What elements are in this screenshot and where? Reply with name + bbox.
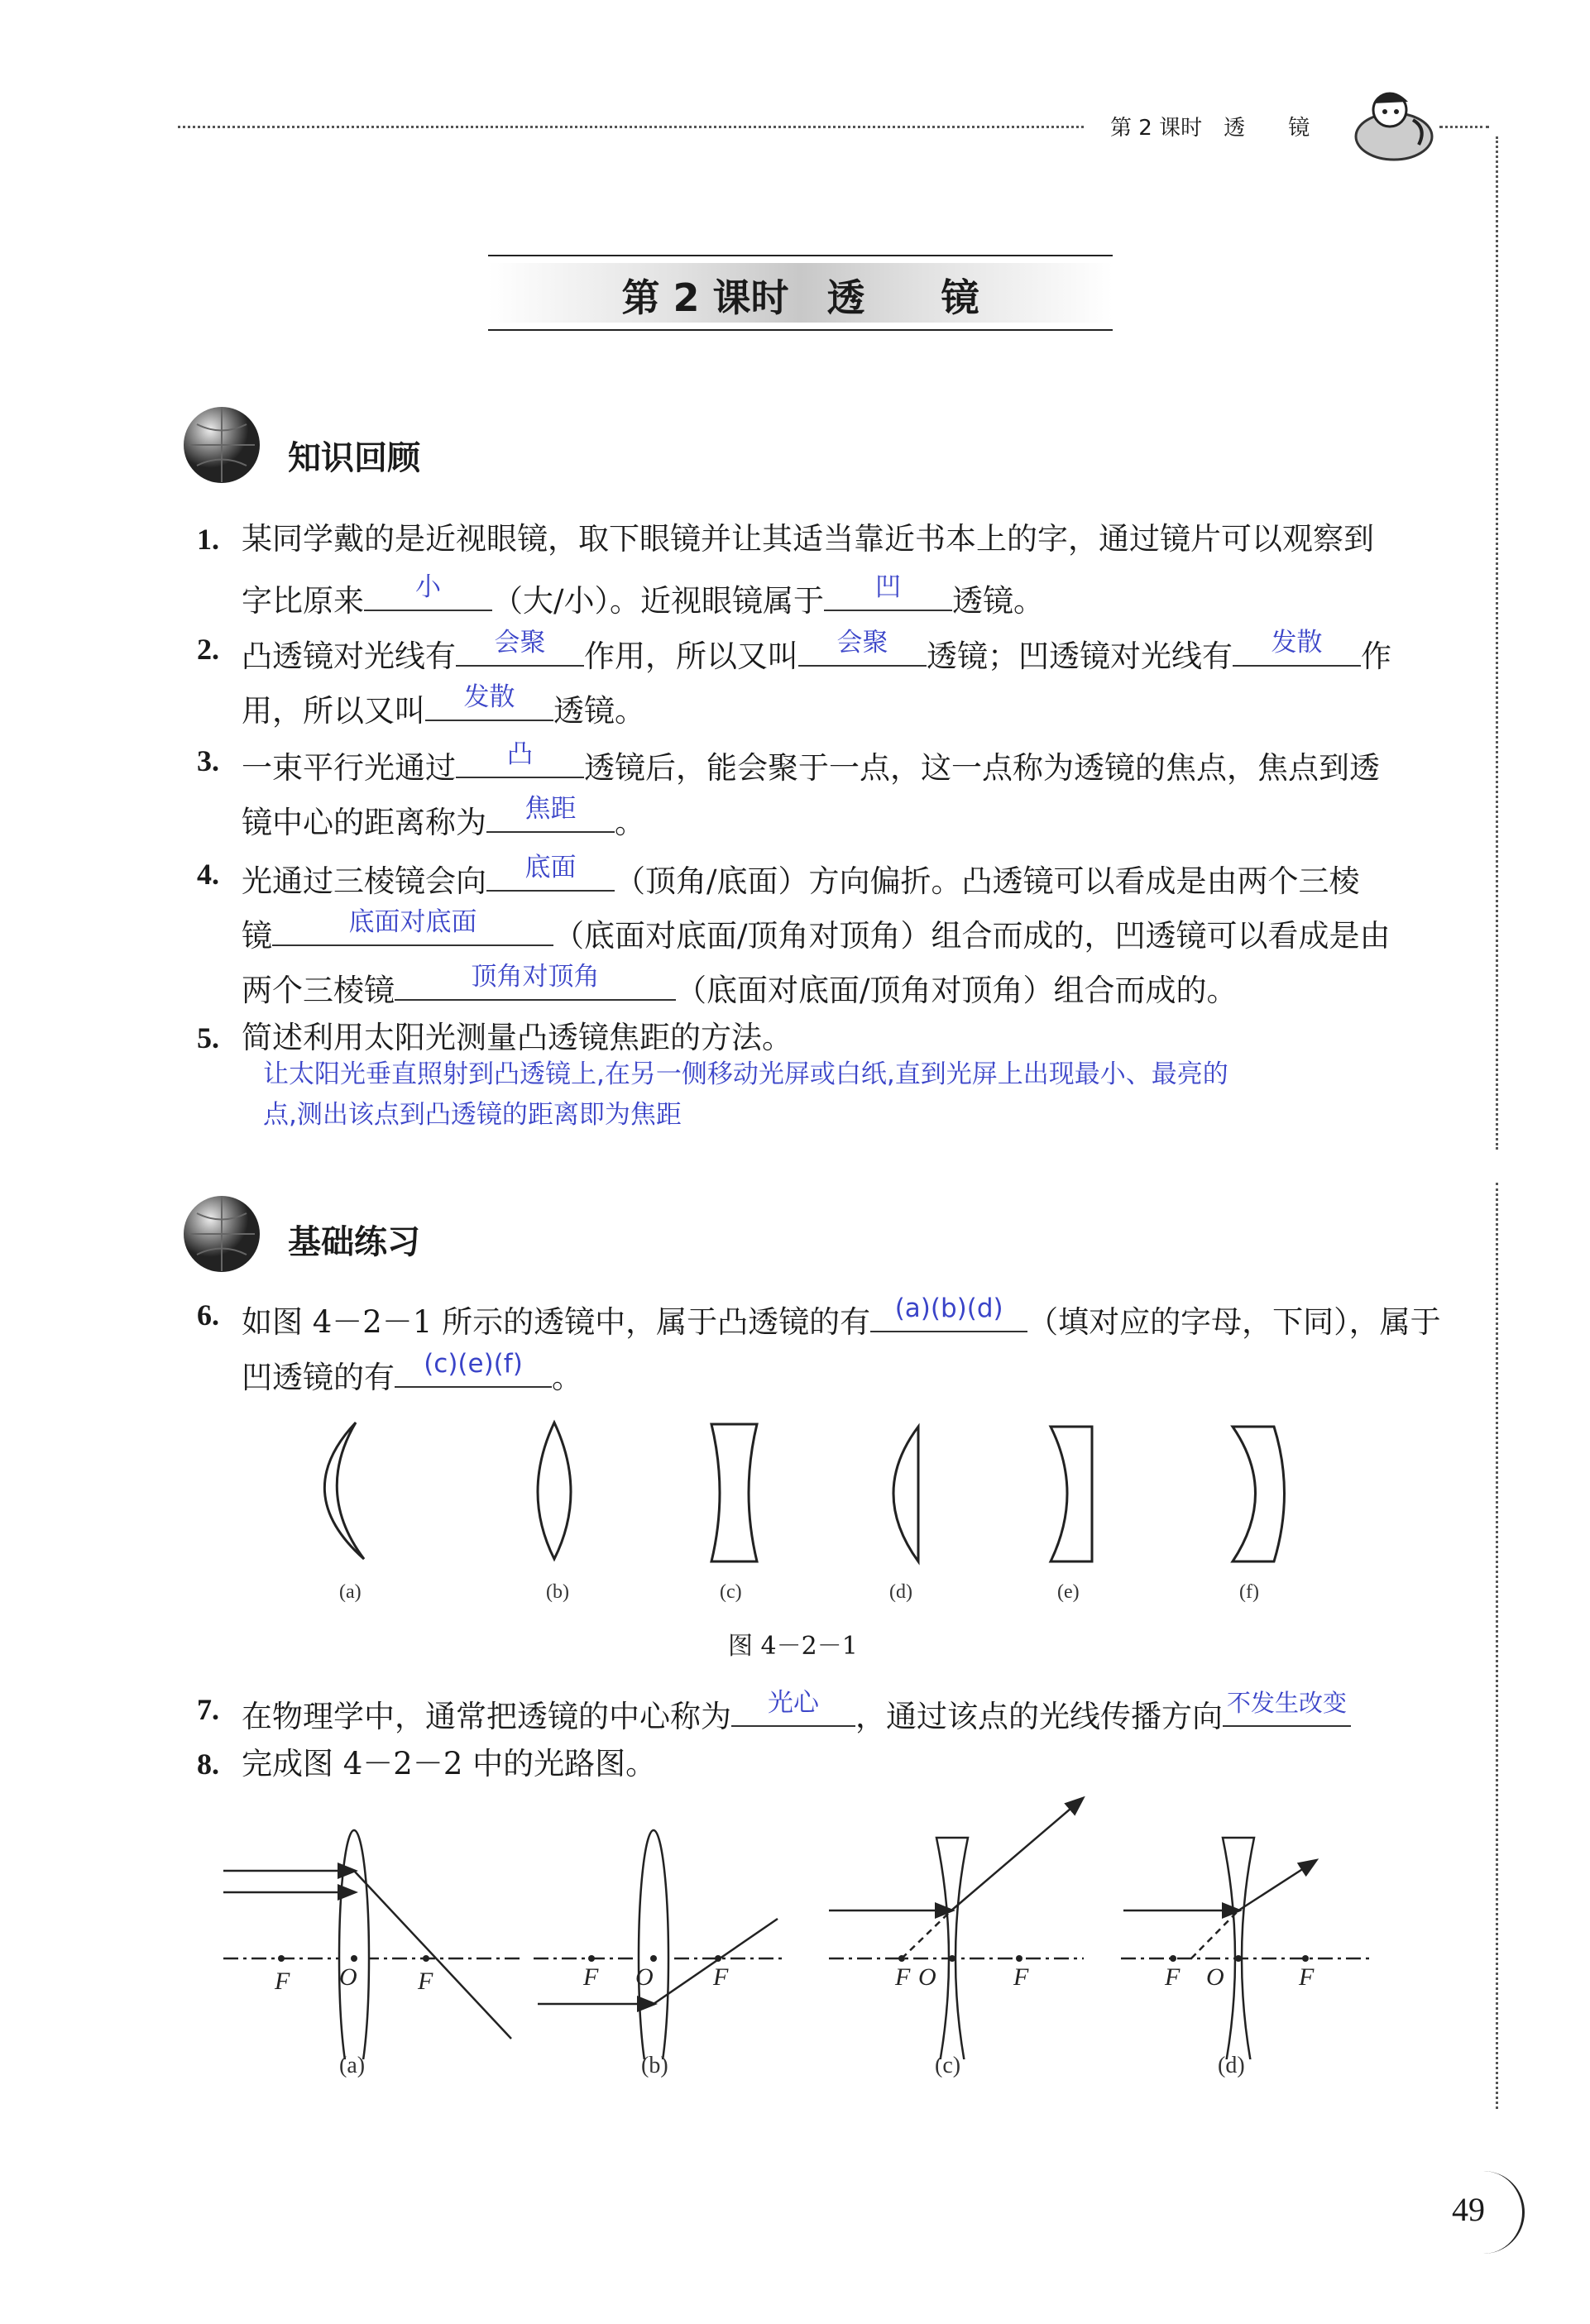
q1-number: 1. <box>197 523 219 556</box>
q4-number: 4. <box>197 858 219 891</box>
fig2-label-a: (a) <box>339 2053 366 2078</box>
q4-line2: 镜 底面对底面 （底面对底面/顶角对顶角）组合而成的，凹透镜可以看成是由 <box>242 907 1391 954</box>
fig1-label-a: (a) <box>339 1581 362 1603</box>
focus-label-a-left: F <box>275 1968 290 1995</box>
lens-d-shape <box>893 1427 918 1561</box>
ray-a-1-refracted <box>354 1871 511 2039</box>
q3-blank-1[interactable]: 凸 <box>456 740 584 778</box>
q1-blank-2[interactable]: 凹 <box>824 573 952 611</box>
q6-line1: 如图 4－2－1 所示的透镜中，属于凸透镜的有 (a)(b)(d) （填对应的字母，下同），属于 <box>242 1294 1441 1340</box>
q4-blank-3[interactable]: 顶角对顶角 <box>395 963 676 1001</box>
header-dotted-line <box>178 126 1084 128</box>
lens-c <box>936 1838 968 2059</box>
title-rule-bottom <box>488 329 1113 331</box>
q6-line2: 凹透镜的有 (c)(e)(f) 。 <box>242 1349 582 1395</box>
q3-line2: 镜中心的距离称为 焦距 。 <box>242 794 645 840</box>
q2-blank-3[interactable]: 发散 <box>1233 629 1361 667</box>
center-label-b: O <box>635 1963 654 1991</box>
lens-a-shape <box>324 1423 364 1559</box>
q2-line2: 用，所以又叫 发散 透镜。 <box>242 682 645 729</box>
q6-number: 6. <box>197 1298 219 1332</box>
q8-number: 8. <box>197 1748 219 1781</box>
ray-b-refracted <box>654 1919 778 2004</box>
page-edge-dotted-line-lower <box>1496 1183 1498 2109</box>
q7-blank-1[interactable]: 光心 <box>731 1689 855 1727</box>
title-rule-top <box>488 255 1113 256</box>
q5-answer-line1: 让太阳光垂直照射到凸透镜上,在另一侧移动光屏或白纸,直到光屏上出现最小、最亮的 <box>263 1059 1228 1089</box>
q2-line1: 凸透镜对光线有 会聚 作用，所以又叫 会聚 透镜；凹透镜对光线有 发散 作 <box>242 628 1391 674</box>
lesson-title: 第 2 课时 透 镜 <box>621 275 979 320</box>
lens-b-shape <box>538 1423 571 1559</box>
q2-blank-1[interactable]: 会聚 <box>456 629 584 667</box>
page-edge-dotted-line <box>1496 136 1498 1150</box>
q6-blank-2[interactable]: (c)(e)(f) <box>395 1350 552 1388</box>
q4-blank-1[interactable]: 底面 <box>486 854 615 892</box>
section-title-practice: 基础练习 <box>288 1223 420 1261</box>
page-number: 49 <box>1452 2191 1485 2228</box>
fig1-label-e: (e) <box>1057 1581 1080 1603</box>
q5-number: 5. <box>197 1021 219 1054</box>
fig1-label-c: (c) <box>720 1581 742 1603</box>
q4-line3: 两个三棱镜 顶角对顶角 （底面对底面/顶角对顶角）组合而成的。 <box>242 962 1238 1008</box>
focus-label-d-left: F <box>1165 1963 1181 1991</box>
q2-blank-2[interactable]: 会聚 <box>798 629 927 667</box>
focus-label-c-right: F <box>1013 1963 1029 1991</box>
focus-label-b-right: F <box>713 1963 729 1991</box>
globe-icon <box>180 1193 263 1279</box>
center-label-a: O <box>339 1963 357 1991</box>
lens-e-shape <box>1051 1427 1092 1561</box>
q4-line1: 光通过三棱镜会向 底面 （顶角/底面）方向偏折。凸透镜可以看成是由两个三棱 <box>242 853 1360 899</box>
q5-question: 简述利用太阳光测量凸透镜焦距的方法。 <box>242 1020 793 1055</box>
fig2-label-b: (b) <box>641 2053 668 2078</box>
q5-answer-line2: 点,测出该点到凸透镜的距离即为焦距 <box>263 1100 682 1130</box>
focus-label-d-right: F <box>1299 1963 1315 1991</box>
lens-d <box>1223 1838 1254 2059</box>
q4-blank-2[interactable]: 底面对底面 <box>272 908 553 946</box>
section-title-review: 知识回顾 <box>288 439 420 477</box>
q7-line: 在物理学中，通常把透镜的中心称为 光心 ，通过该点的光线传播方向 不发生改变 <box>242 1689 1425 1738</box>
figure-4-2-1 <box>298 1414 1332 1621</box>
figure-caption-4-2-1: 图 4－2－1 <box>728 1632 858 1661</box>
fig2-label-d: (d) <box>1218 2053 1245 2078</box>
q3-line1: 一束平行光通过 凸 透镜后，能会聚于一点，这一点称为透镜的焦点，焦点到透 <box>242 739 1380 786</box>
q3-number: 3. <box>197 744 219 777</box>
header-dotted-line-right <box>1439 126 1489 128</box>
fig1-label-d: (d) <box>889 1581 912 1603</box>
focus-label-a-right: F <box>418 1968 433 1995</box>
figure-4-2-2 <box>215 1786 1390 2059</box>
q1-line1: 某同学戴的是近视眼镜，取下眼镜并让其适当靠近书本上的字，通过镜片可以观察到 <box>242 521 1374 557</box>
ray-d-out <box>1238 1861 1315 1910</box>
q1-blank-1[interactable]: 小 <box>364 573 492 611</box>
fig1-label-f: (f) <box>1239 1581 1259 1603</box>
lens-c-shape <box>711 1424 757 1561</box>
fig1-label-b: (b) <box>546 1581 569 1603</box>
q7-blank-2[interactable]: 不发生改变 <box>1223 1689 1351 1727</box>
ray-c-out <box>951 1799 1082 1910</box>
q2-blank-4[interactable]: 发散 <box>425 683 553 721</box>
q1-line2: 字比原来 小 （大/小）。近视眼镜属于 凹 透镜。 <box>242 572 1044 619</box>
q7-number: 7. <box>197 1693 219 1726</box>
q8-line: 完成图 4－2－2 中的光路图。 <box>242 1746 657 1781</box>
q6-blank-1[interactable]: (a)(b)(d) <box>870 1294 1027 1332</box>
focus-label-c-left: F <box>895 1963 911 1991</box>
ray-c-extension <box>902 1910 951 1958</box>
focus-label-b-left: F <box>583 1963 599 1991</box>
q2-number: 2. <box>197 633 219 666</box>
mascot-icon <box>1348 79 1439 173</box>
lens-f-shape <box>1233 1427 1285 1561</box>
globe-icon <box>180 404 263 490</box>
lens-b <box>639 1830 668 2059</box>
center-label-c: O <box>918 1963 936 1991</box>
q3-blank-2[interactable]: 焦距 <box>486 795 615 833</box>
ray-d-extension <box>1191 1910 1238 1958</box>
center-label-d: O <box>1206 1963 1224 1991</box>
lens-a <box>339 1830 369 2059</box>
running-header: 第 2 课时 透 镜 <box>1110 116 1310 141</box>
fig2-label-c: (c) <box>935 2053 961 2078</box>
